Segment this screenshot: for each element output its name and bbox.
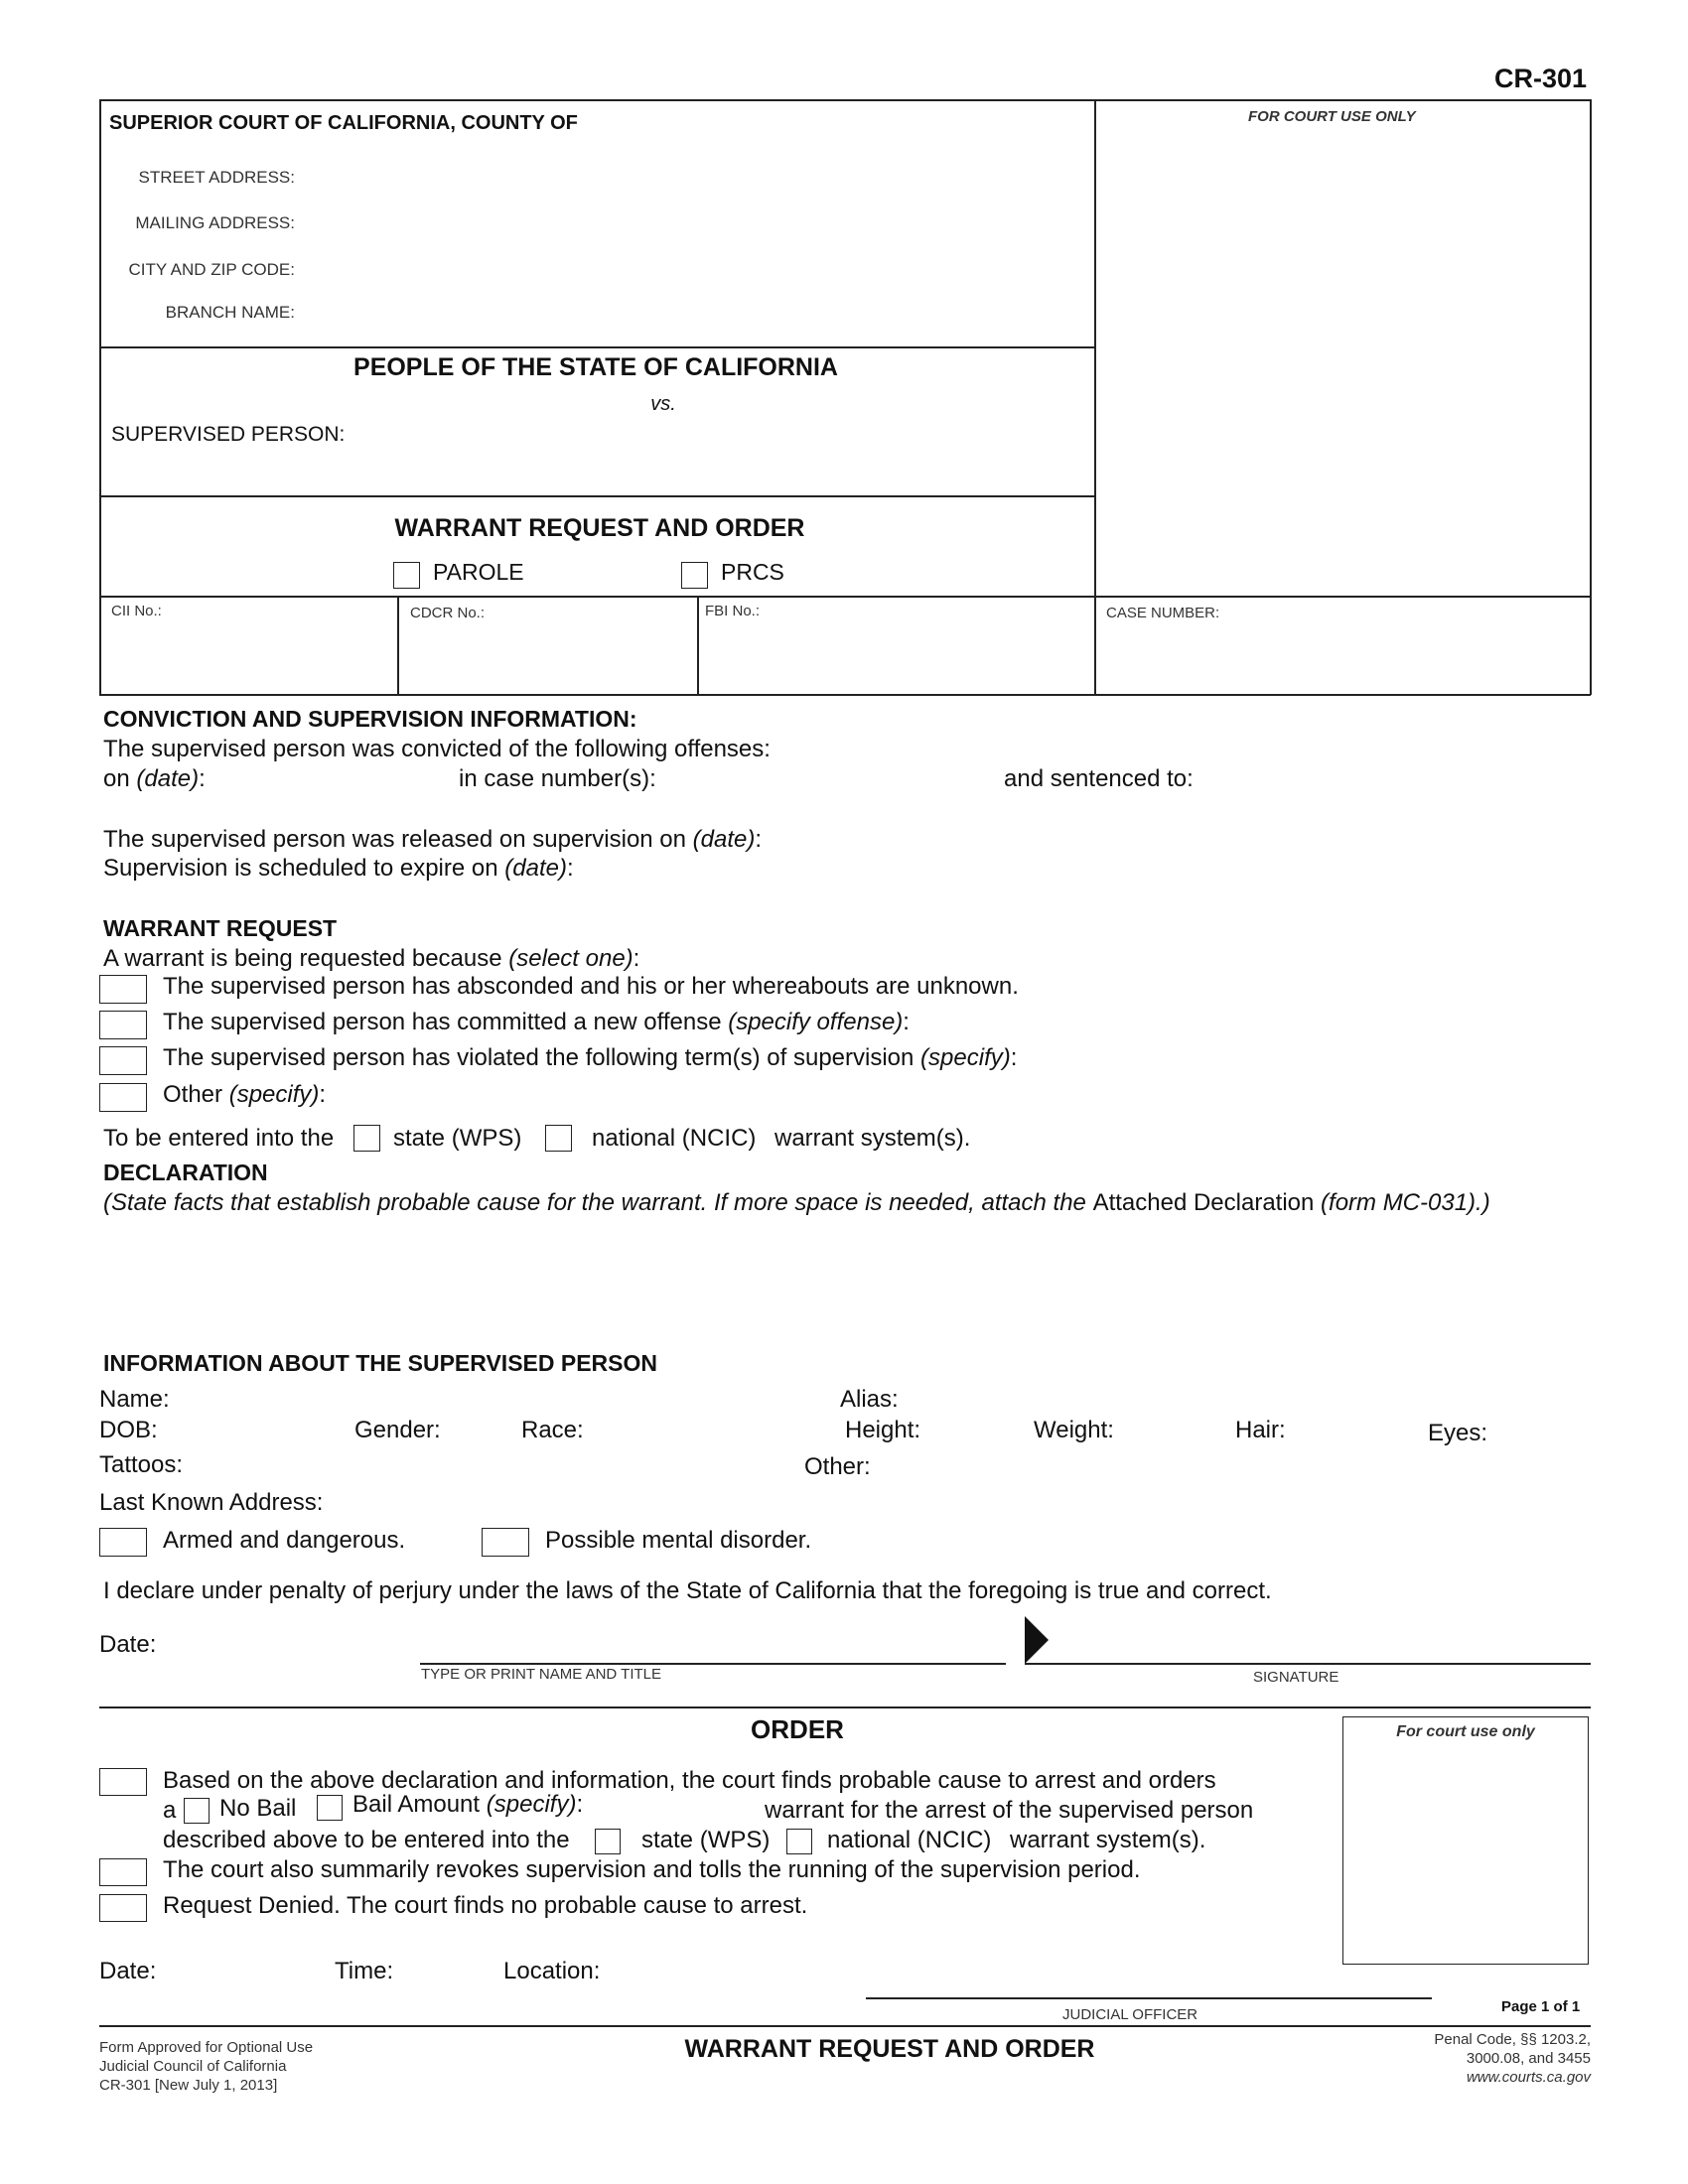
other-reason-label: Other (specify): xyxy=(163,1081,327,1108)
order-time-label: Time: xyxy=(335,1958,394,1984)
mental-disorder-checkbox[interactable] xyxy=(482,1528,529,1557)
warrant-a-label: a xyxy=(163,1797,177,1824)
type-name-label: TYPE OR PRINT NAME AND TITLE xyxy=(421,1666,661,1683)
warrant-for-label: warrant for the arrest of the supervised person xyxy=(765,1797,1254,1824)
ncic-checkbox[interactable] xyxy=(545,1125,572,1152)
vs-label: vs. xyxy=(650,393,676,415)
eyes-label: Eyes: xyxy=(1428,1420,1488,1446)
hair-label: Hair: xyxy=(1235,1417,1286,1443)
cii-label: CII No.: xyxy=(111,603,162,619)
ncic-label: national (NCIC) xyxy=(592,1125,757,1152)
warrant-request-heading: WARRANT REQUEST xyxy=(103,915,338,941)
order-ncic-checkbox[interactable] xyxy=(786,1829,812,1854)
dob-label: DOB: xyxy=(99,1417,158,1443)
alias-label: Alias: xyxy=(840,1386,899,1413)
gender-label: Gender: xyxy=(354,1417,441,1443)
footer-council: Judicial Council of California xyxy=(99,2058,287,2075)
tattoos-label: Tattoos: xyxy=(99,1451,184,1478)
signature-line[interactable] xyxy=(1025,1663,1591,1665)
header-right-border xyxy=(1590,99,1592,695)
form-number: CR-301 xyxy=(1494,64,1588,93)
absconded-checkbox[interactable] xyxy=(99,975,147,1004)
cdcr-label: CDCR No.: xyxy=(410,605,486,621)
order-wps-label: state (WPS) xyxy=(641,1827,771,1853)
new-offense-checkbox[interactable] xyxy=(99,1011,147,1039)
probable-cause-checkbox[interactable] xyxy=(99,1768,147,1796)
last-address-label: Last Known Address: xyxy=(99,1489,324,1516)
armed-label: Armed and dangerous. xyxy=(163,1527,406,1554)
footer-penal-code-2: 3000.08, and 3455 xyxy=(1466,2050,1591,2067)
other-label: Other: xyxy=(804,1453,871,1480)
fbi-label: FBI No.: xyxy=(705,603,761,619)
branch-name-label: BRANCH NAME: xyxy=(165,303,295,322)
new-offense-label: The supervised person has committed a new offense (specify offense): xyxy=(163,1009,910,1035)
order-wps-checkbox[interactable] xyxy=(595,1829,621,1854)
name-title-line[interactable] xyxy=(420,1663,1006,1665)
mental-disorder-label: Possible mental disorder. xyxy=(545,1527,812,1554)
warrant-system-label: warrant system(s). xyxy=(774,1125,971,1152)
prcs-checkbox[interactable] xyxy=(681,562,708,589)
form-title: WARRANT REQUEST AND ORDER xyxy=(394,514,805,542)
probable-cause-label: Based on the above declaration and information, the court finds probable cause to arrest and orders xyxy=(163,1767,1216,1794)
entered-into-label: To be entered into the xyxy=(103,1125,335,1152)
weight-label: Weight: xyxy=(1034,1417,1114,1443)
footer-penal-code: Penal Code, §§ 1203.2, xyxy=(1434,2031,1591,2048)
order-date-label: Date: xyxy=(99,1958,157,1984)
race-label: Race: xyxy=(521,1417,584,1443)
perjury-statement: I declare under penalty of perjury under the laws of the State of California that the foregoing is true and correct. xyxy=(103,1577,1272,1604)
order-heading: ORDER xyxy=(751,1714,844,1744)
name-label: Name: xyxy=(99,1386,170,1413)
parole-label: PAROLE xyxy=(433,559,524,585)
footer-separator xyxy=(99,2025,1591,2027)
declaration-date-label: Date: xyxy=(99,1631,157,1658)
id-divider-2 xyxy=(697,596,699,695)
conviction-heading: CONVICTION AND SUPERVISION INFORMATION: xyxy=(103,706,637,732)
page-number: Page 1 of 1 xyxy=(1501,1998,1581,2015)
signature-label: SIGNATURE xyxy=(1253,1669,1339,1686)
wps-label: state (WPS) xyxy=(393,1125,522,1152)
id-row-top-border xyxy=(99,596,1591,598)
declaration-instructions: (State facts that establish probable cause for the warrant. If more space is needed, attach the Attached Declaration (form MC-031).) xyxy=(103,1189,1490,1216)
absconded-label: The supervised person has absconded and his or her whereabouts are unknown. xyxy=(163,973,1019,1000)
people-caption: PEOPLE OF THE STATE OF CALIFORNIA xyxy=(353,353,838,381)
wps-checkbox[interactable] xyxy=(353,1125,380,1152)
judicial-officer-label: JUDICIAL OFFICER xyxy=(1062,2006,1198,2023)
street-address-label: STREET ADDRESS: xyxy=(138,168,295,187)
bail-amount-checkbox[interactable] xyxy=(317,1795,343,1821)
order-location-label: Location: xyxy=(503,1958,601,1984)
order-warrant-system-label: warrant system(s). xyxy=(1010,1827,1206,1853)
header-top-border xyxy=(99,99,1591,101)
case-number-label: CASE NUMBER: xyxy=(1106,605,1220,621)
footer-website[interactable]: www.courts.ca.gov xyxy=(1466,2069,1591,2086)
header-left-border xyxy=(99,99,101,695)
order-ncic-label: national (NCIC) xyxy=(827,1827,992,1853)
convicted-text: The supervised person was convicted of the following offenses: xyxy=(103,736,771,762)
no-bail-checkbox[interactable] xyxy=(184,1798,210,1824)
prcs-label: PRCS xyxy=(721,559,784,585)
court-use-only-label: FOR COURT USE ONLY xyxy=(1248,108,1416,125)
footer-title: WARRANT REQUEST AND ORDER xyxy=(684,2035,1095,2063)
caption-top-border xyxy=(99,346,1095,348)
id-divider-1 xyxy=(397,596,399,695)
armed-checkbox[interactable] xyxy=(99,1528,147,1557)
mailing-address-label: MAILING ADDRESS: xyxy=(135,213,295,232)
declaration-heading: DECLARATION xyxy=(103,1160,268,1185)
height-label: Height: xyxy=(845,1417,921,1443)
header-divider xyxy=(1094,99,1096,695)
case-numbers-label: in case number(s): xyxy=(459,765,656,792)
request-denied-checkbox[interactable] xyxy=(99,1894,147,1922)
court-name-label: SUPERIOR COURT OF CALIFORNIA, COUNTY OF xyxy=(109,112,578,134)
city-zip-label: CITY AND ZIP CODE: xyxy=(128,260,295,279)
violated-terms-label: The supervised person has violated the following term(s) of supervision (specify): xyxy=(163,1044,1018,1071)
bail-amount-label: Bail Amount (specify): xyxy=(352,1791,584,1818)
described-label: described above to be entered into the xyxy=(163,1827,570,1853)
supervised-person-label: SUPERVISED PERSON: xyxy=(111,423,346,446)
order-separator xyxy=(99,1706,1591,1708)
expire-label: Supervision is scheduled to expire on (date): xyxy=(103,855,574,882)
judicial-officer-line[interactable] xyxy=(866,1997,1432,1999)
footer-form-revision: CR-301 [New July 1, 2013] xyxy=(99,2077,278,2094)
conviction-date-label: on (date): xyxy=(103,765,206,792)
request-denied-label: Request Denied. The court finds no probable cause to arrest. xyxy=(163,1892,808,1919)
request-intro: A warrant is being requested because (select one): xyxy=(103,945,640,972)
sentenced-label: and sentenced to: xyxy=(1004,765,1194,792)
released-label: The supervised person was released on supervision on (date): xyxy=(103,826,763,853)
order-court-use-box xyxy=(1342,1716,1589,1965)
person-info-heading: INFORMATION ABOUT THE SUPERVISED PERSON xyxy=(103,1350,658,1376)
signature-arrow-icon xyxy=(1025,1616,1051,1664)
id-row-bottom-border xyxy=(99,694,1591,696)
other-reason-checkbox[interactable] xyxy=(99,1083,147,1112)
revoke-supervision-label: The court also summarily revokes supervision and tolls the running of the supervision period. xyxy=(163,1856,1141,1883)
title-top-border xyxy=(99,495,1095,497)
violated-terms-checkbox[interactable] xyxy=(99,1046,147,1075)
no-bail-label: No Bail xyxy=(219,1795,297,1822)
footer-approved: Form Approved for Optional Use xyxy=(99,2039,314,2056)
parole-checkbox[interactable] xyxy=(393,562,420,589)
order-court-use-label: For court use only xyxy=(1396,1723,1535,1740)
revoke-supervision-checkbox[interactable] xyxy=(99,1858,147,1886)
